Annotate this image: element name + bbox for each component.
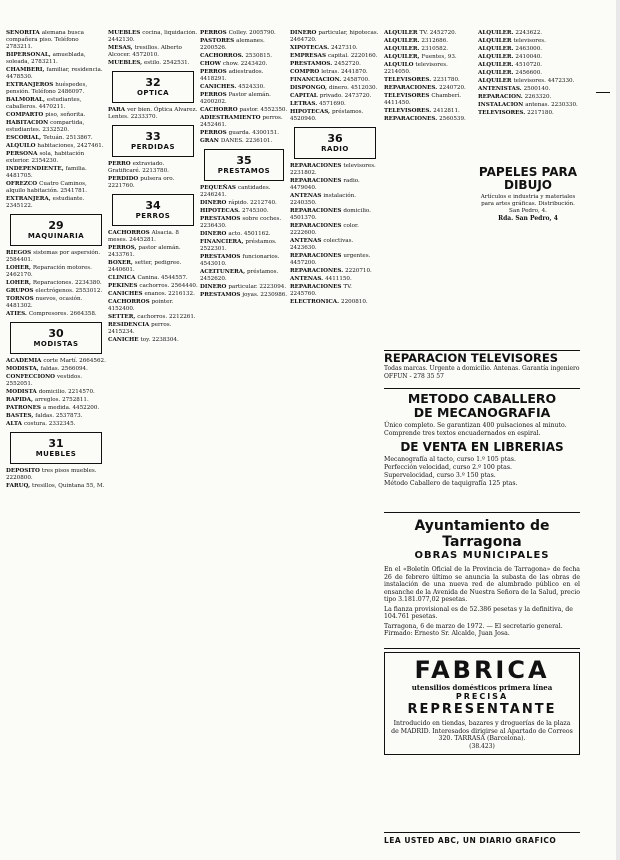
price-row: Supervelocidad, curso 3.º 150 ptas. xyxy=(384,472,496,479)
metodo-title-1: METODO CABALLERO xyxy=(407,391,557,406)
fabrica-precisa: PRECISA xyxy=(455,692,509,701)
classified-entry: REPARACIONES TV. 2245760. xyxy=(290,284,352,297)
classified-entry: PRESTAMOS funcionarios. 4543010. xyxy=(200,254,280,267)
section-modistas xyxy=(10,322,102,354)
column-4 xyxy=(290,30,380,850)
ayuntamiento-text: En el «Boletín Oficial de la Provincia de Tarragona» de fecha 26 de febrero último se anuncia la subasta de las obras de instalación de una nueva red de alumbrado público en el ensanche de la Avenida de Nuestra Señora de la Salud, precio tipo 3.181.077,02 pesetas. xyxy=(384,566,580,603)
classified-entry: BIPERSONAL, amueblada, soleada, 2783211. xyxy=(6,52,86,65)
section-title: PRESTAMOS xyxy=(217,167,271,175)
ayuntamiento-subtitle: OBRAS MUNICIPALES xyxy=(414,550,550,561)
classified-entry: INDEPENDIENTE, familia. 4481705. xyxy=(6,166,87,179)
column-5 xyxy=(384,30,476,260)
reparacion-ad xyxy=(384,352,580,380)
section-number: 36 xyxy=(327,132,343,145)
classified-entry: HABITACION compartida, estudiantes. 2332520. xyxy=(6,120,85,133)
classified-entry: PATRONES a medida. 4452200. xyxy=(6,405,100,411)
col3-entries-2 xyxy=(200,185,288,299)
classified-entry: PEQUEÑAS cantidades. 2246241. xyxy=(200,185,271,198)
classified-entry: ALTA costura. 2332345. xyxy=(6,421,76,427)
classified-entry: REPARACIONES. 2240720. xyxy=(384,85,466,91)
classified-entry: GRAN DANES. 2236101. xyxy=(200,138,273,144)
footer: LEA USTED ABC, UN DIARIO GRAFICO xyxy=(384,836,557,845)
classified-entry: ADIESTRAMIENTO perros. 2452461. xyxy=(200,115,283,128)
section-number: 35 xyxy=(236,154,252,167)
column-2 xyxy=(108,30,198,850)
classified-entry: FARUQ, tresillos, Quintana 55, M. xyxy=(6,483,105,489)
classified-entry: LOHER, Reparación motores. 2462170. xyxy=(6,265,92,278)
venta-title: DE VENTA EN LIBRERIAS xyxy=(400,440,564,454)
classified-entry: EXTRANJERA, estudiante. 2345122. xyxy=(6,196,85,209)
classified-entry: ANTENAS colectivas. 2423630. xyxy=(290,238,354,251)
col4-entries xyxy=(290,30,380,123)
classified-entry: REPARACIONES radio. 4479040. xyxy=(290,178,360,191)
classified-entry: ACEITUNERA, préstamos. 2452620. xyxy=(200,269,279,282)
classified-entry: ACADEMIA corte Martí. 2664562. xyxy=(6,358,106,364)
classified-entry: ALQUILER televisores. 4472330. xyxy=(478,78,575,84)
classified-entry: ATIES. Compresores. 2664358. xyxy=(6,311,97,317)
fabrica-representante: REPRESENTANTE xyxy=(407,702,557,717)
rule xyxy=(384,648,580,649)
classified-entry: ALQUILER TV. 2452720. xyxy=(384,30,457,36)
section-number: 34 xyxy=(145,199,161,212)
col1-entries-4 xyxy=(6,468,106,490)
classified-entry: CLINICA Canina. 4544557. xyxy=(108,275,188,281)
classified-entry: DINERO particular. 2223094. xyxy=(200,284,287,290)
classified-entry: PERDIDO pulsera oro. 2221760. xyxy=(108,176,175,189)
section-muebles xyxy=(10,432,102,464)
classified-entry: ALQUILER. 2456600. xyxy=(478,70,543,76)
classified-entry: EMPRESAS capital. 2220160. xyxy=(290,53,378,59)
reparacion-text: Todas marcas. Urgente a domicilio. Antenas. Garantía ingeniero OFFUN - 278 35 57 xyxy=(384,365,580,380)
section-title: MAQUINARIA xyxy=(27,232,85,240)
classified-entry: COMPRO letras. 2441870. xyxy=(290,69,368,75)
fabrica-title: FABRICA xyxy=(414,656,550,684)
ayuntamiento-sign: Tarragona, 6 de marzo de 1972. — El secretario general. Firmado: Ernesto Sr. Alcalde, Juan Josa. xyxy=(384,622,563,637)
classified-entry: ANTENAS. 4411150. xyxy=(290,276,352,282)
classified-entry: ALQUILER. 2312686. xyxy=(384,38,449,44)
section-title: MODISTAS xyxy=(33,340,79,348)
section-prestamos xyxy=(204,149,284,181)
classified-entry: PERROS guarda. 4300151. xyxy=(200,130,279,136)
classified-entry: PERROS Pastor alemán. 4200202. xyxy=(200,92,271,105)
section-title: MUEBLES xyxy=(35,450,77,458)
classified-entry: PERRO extraviado. Gratificaré. 2213780. xyxy=(108,161,169,174)
classified-entry: ANTENISTAS. 2500140. xyxy=(478,86,551,92)
col2-entries-3 xyxy=(108,161,198,190)
classified-entry: ANTENAS instalación. 2240350. xyxy=(290,193,356,206)
classified-entry: DISPONGO, dinero. 4512030. xyxy=(290,85,378,91)
metodo-text: Único completo. Se garantizan 400 pulsaciones al minuto. Comprende tres textos encuadernados en espiral. xyxy=(384,422,567,437)
classified-entry: SETTER, cachorros. 2212261. xyxy=(108,314,196,320)
papeles-title: PAPELES PARA DIBUJO xyxy=(478,165,578,192)
classified-entry: ALQUILER televisores. xyxy=(478,38,546,44)
metodo-title-2: DE MECANOGRAFIA xyxy=(413,405,551,420)
classified-entry: PRESTAMOS joyas. 2230986. xyxy=(200,292,288,298)
section-title: RADIO xyxy=(321,145,349,153)
classified-entry: SEÑORITA alemana busca compañera piso. Teléfono 2783211. xyxy=(6,30,85,50)
classified-entry: PRESTAMOS sobre coches. 2236430. xyxy=(200,216,282,229)
classified-entry: FINANCIERA, préstamos. 2522301. xyxy=(200,239,277,252)
margin-mark xyxy=(596,92,610,93)
rule xyxy=(384,512,580,513)
ayuntamiento-title: Ayuntamiento de Tarragona xyxy=(414,518,550,550)
classified-entry: REPARACIONES. 2560539. xyxy=(384,116,466,122)
section-title: PERDIDAS xyxy=(131,143,175,151)
classified-entry: CAPITAL privado. 2473720. xyxy=(290,93,372,99)
fabrica-ad xyxy=(384,652,580,755)
section-perros xyxy=(112,194,194,226)
rule xyxy=(384,832,580,833)
classified-entry: ALQUILO habitaciones, 2427461. xyxy=(6,143,104,149)
section-title: PERROS xyxy=(135,212,171,220)
classified-entry: REPARACIONES domicilio. 4501370. xyxy=(290,208,371,221)
classified-entry: RESIDENCIA perros. 2415234. xyxy=(108,322,172,335)
classified-entry: COMPARTO piso, señorita. xyxy=(6,112,86,118)
fabrica-ref: (38.423) xyxy=(469,742,495,750)
classified-entry: LETRAS. 4571690. xyxy=(290,101,346,107)
col3-entries xyxy=(200,30,288,145)
classified-entry: LOHER, Reparaciones. 2234380. xyxy=(6,280,102,286)
column-6 xyxy=(478,30,578,260)
col2-entries-2 xyxy=(108,107,198,121)
section-radio xyxy=(294,127,376,159)
classified-entry: BASTES, faldas. 2537873. xyxy=(6,413,83,419)
page-edge xyxy=(616,0,620,860)
classified-entry: PERSONA sola, habitación exterior. 2354230. xyxy=(6,151,85,164)
rule xyxy=(384,388,580,389)
col1-entries-3 xyxy=(6,358,106,428)
section-optica xyxy=(112,71,194,103)
classified-entry: TELEVISORES Chamberí. 4411450. xyxy=(384,93,462,106)
col2-entries xyxy=(108,30,198,67)
metodo-ad xyxy=(384,392,580,488)
classified-entry: PRESTAMOS. 2452720. xyxy=(290,61,361,67)
classified-entry: INSTALACION antenas. 2230330. xyxy=(478,102,578,108)
section-number: 29 xyxy=(48,219,64,232)
classified-entry: PERROS adiestrados. 4418291. xyxy=(200,69,264,82)
classified-entry: DEPOSITO tres pisos muebles. 2220800. xyxy=(6,468,97,481)
papeles-text: Artículos e industria y materiales para artes gráficas. Distribución. San Pedro, 4. xyxy=(480,194,576,214)
classified-entry: ESCORIAL, Tetuán. 2513867. xyxy=(6,135,93,141)
classified-entry: ALQUILO televisores. 2214050. xyxy=(384,62,448,75)
col4-entries-2 xyxy=(290,163,380,306)
classified-entry: PASTORES alemanes. 2200526. xyxy=(200,38,265,51)
classified-entry: ELECTRONICA. 2200810. xyxy=(290,299,368,305)
classified-entry: MESAS, tresillos. Alberto Alcocer. 4572010. xyxy=(108,45,182,58)
classified-entry: DINERO rápido. 2212740. xyxy=(200,200,277,206)
classified-entry: PERROS, pastor alemán. 2433761. xyxy=(108,245,181,258)
col6-entries xyxy=(478,30,578,160)
classified-entry: ALQUILER. 2463000. xyxy=(478,46,543,52)
classified-entry: TELEVISORES. 2217180. xyxy=(478,110,554,116)
papeles-ad xyxy=(478,166,578,222)
classified-entry: PERROS Colley. 2005790. xyxy=(200,30,276,36)
reparacion-title: REPARACION TELEVISORES xyxy=(384,351,558,365)
classified-entry: HIPOTECAS, préstamos. 4520940. xyxy=(290,109,364,122)
classified-entry: ALQUILER, Fuentes, 93. xyxy=(384,54,457,60)
venta-rows xyxy=(384,456,580,488)
classified-entry: MUEBLES cocina, liquidación. 2442130. xyxy=(108,30,198,43)
classified-entry: CHOW chow. 2243420. xyxy=(200,61,268,67)
section-number: 32 xyxy=(145,76,161,89)
classified-entry: RAPIDA, arreglos. 2752811. xyxy=(6,397,89,403)
section-number: 33 xyxy=(145,130,161,143)
classified-entry: HIPOTECAS. 2745300. xyxy=(200,208,269,214)
section-number: 31 xyxy=(48,437,64,450)
classified-entry: ALQUILER. 2243622. xyxy=(478,30,543,36)
classified-entry: CACHORROS pointer. 4152400. xyxy=(108,299,174,312)
classified-entry: CACHORROS Alsacia. 8 meses. 2445281. xyxy=(108,230,179,243)
price-row: Perfección velocidad, curso 2.º 100 ptas. xyxy=(384,464,513,471)
classified-entry: REPARACIONES televisores. 2231802. xyxy=(290,163,376,176)
col5-entries xyxy=(384,30,476,123)
column-1 xyxy=(6,30,106,850)
classified-entry: CACHORROS. 2530815. xyxy=(200,53,273,59)
classified-entry: EXTRANJEROS huéspedes, pensión. Teléfono 2486097. xyxy=(6,82,88,95)
classified-entry: PEKINES cachorros. 2564440. xyxy=(108,283,198,289)
classified-entry: MODISTA domicilio. 2214570. xyxy=(6,389,95,395)
classified-entry: REPARACION. 2263320. xyxy=(478,94,552,100)
classified-entry: FINANCIACION. 2458700. xyxy=(290,77,370,83)
classified-entry: REPARACIONES color. 2222600. xyxy=(290,223,359,236)
classified-entry: GRUPOS electrógenos. 2553012. xyxy=(6,288,103,294)
ayuntamiento-ad xyxy=(384,518,580,638)
classified-entry: TORNOS nuevos, ocasión. 4481302. xyxy=(6,296,83,309)
classified-entry: TELEVISORES. 2231780. xyxy=(384,77,460,83)
section-perdidas xyxy=(112,125,194,157)
classified-entry: CANICHES. 4524330. xyxy=(200,84,265,90)
classified-entry: CANICHES enanos. 2216132. xyxy=(108,291,195,297)
classified-entry: TELEVISORES. 2412811. xyxy=(384,108,460,114)
classified-entry: ALQUILER. 2410040. xyxy=(478,54,543,60)
classified-entry: REPARACIONES urgentes. 4457200. xyxy=(290,253,371,266)
classified-entry: OFREZCO Cuatro Caminos, alquilo habitación. 2541781. xyxy=(6,181,88,194)
classified-entry: DINERO acto. 4501162. xyxy=(200,231,271,237)
ayuntamiento-text-2: La fianza provisional es de 52.386 pesetas y la definitiva, de 104.761 pesetas. xyxy=(384,605,573,620)
classified-entry: REPARACIONES. 2220710. xyxy=(290,268,372,274)
section-maquinaria xyxy=(10,214,102,246)
column-3 xyxy=(200,30,288,850)
classified-entry: BOXER, setter, pedigree. 2440601. xyxy=(108,260,182,273)
price-row: Mecanografía al tacto, curso 1.º 105 ptas. xyxy=(384,456,516,463)
classified-entry: XIPOTECAS. 2427310. xyxy=(290,45,358,51)
classified-entry: CHAMBERI, familiar, residencia. 4478530. xyxy=(6,67,103,80)
classified-entry: RIEGOS sistemas por aspersión. 2584401. xyxy=(6,250,101,263)
section-number: 30 xyxy=(48,327,64,340)
classified-entry: MODISTA, faldas. 2566094. xyxy=(6,366,88,372)
col1-entries xyxy=(6,30,106,210)
classified-entry: ALQUILER. 2310582. xyxy=(384,46,449,52)
col2-entries-4 xyxy=(108,230,198,344)
classified-entry: DINERO particular, hipotecas. 2464720. xyxy=(290,30,379,43)
classified-entry: ALQUILER. 4510720. xyxy=(478,62,543,68)
fabrica-subtitle: utensilios domésticos primera línea xyxy=(411,683,553,692)
classified-entry: CACHORRO pastor. 4552350. xyxy=(200,107,288,113)
price-row: Método Caballero de taquigrafía 125 ptas. xyxy=(384,480,518,487)
fabrica-text: Introducido en tiendas, bazares y droguerías de la plaza de MADRID. Interesados dirigirse al Apartado de Correos 320. TARRASA (Barcelona). xyxy=(391,720,573,742)
classified-entry: CONFECCIONO vestidos. 2552051. xyxy=(6,374,82,387)
classified-entry: CANICHE toy. 2238304. xyxy=(108,337,179,343)
col1-entries-2 xyxy=(6,250,106,318)
classified-entry: BALMORAL, estudiantes, caballeros. 4470211. xyxy=(6,97,82,110)
classified-entry: MUEBLES, estilo. 2542531. xyxy=(108,60,190,66)
classified-entry: PARA ver bien. Óptica Alvarez. Lentes. 2233370. xyxy=(108,107,198,120)
papeles-address: Rda. San Pedro, 4 xyxy=(498,215,558,222)
section-title: OPTICA xyxy=(136,89,169,97)
